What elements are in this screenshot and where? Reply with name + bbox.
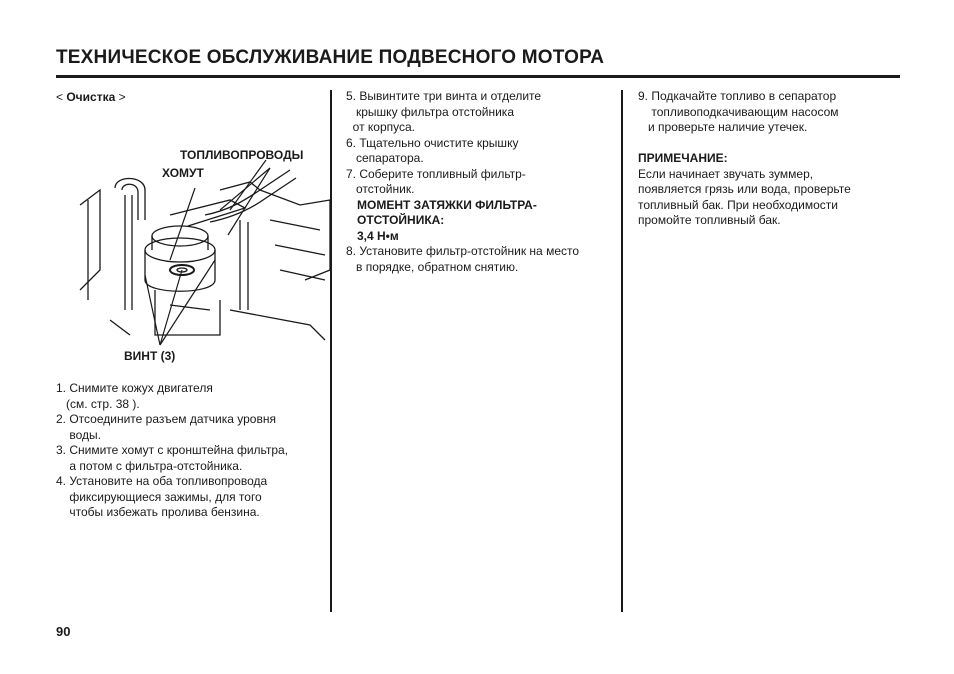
step-line: 6. Тщательно очистите крышку [346, 135, 519, 150]
step-line: сепаратора. [346, 151, 424, 165]
step-line: в порядке, обратном снятию. [346, 259, 519, 274]
col1-steps [56, 381, 288, 521]
torque-heading-1: МОМЕНТ ЗАТЯЖКИ ФИЛЬТРА- [357, 197, 537, 212]
step-line: 8. Установите фильтр-отстойник на место [346, 244, 580, 258]
page-number: 90 [56, 624, 71, 639]
label-screws: ВИНТ (3) [124, 349, 176, 363]
step-line: чтобы избежать пролива бензина. [56, 505, 260, 519]
page-title: ТЕХНИЧЕСКОЕ ОБСЛУЖИВАНИЕ ПОДВЕСНОГО МОТОРА [56, 47, 605, 68]
step-line: 2. Отсоедините разъем датчика уровня [56, 412, 276, 426]
step-line: 9. Подкачайте топливо в сепаратор [638, 89, 837, 103]
note-heading: ПРИМЕЧАНИЕ: [638, 151, 728, 165]
step-line: а потом с фильтра-отстойника. [56, 458, 243, 473]
section-heading: < Очистка > [56, 90, 126, 104]
step-line: и проверьте наличие утечек. [638, 120, 808, 134]
step-line: (см. стр. 38 ). [56, 396, 140, 411]
label-fuel-lines: ТОПЛИВОПРОВОДЫ [180, 148, 304, 162]
step-line: крышку фильтра отстойника [346, 104, 514, 119]
torque-value: 3,4 Н•м [357, 228, 399, 243]
label-clamp: ХОМУТ [162, 166, 204, 180]
step-line: отстойник. [346, 182, 415, 196]
step-line: фиксирующиеся зажимы, для того [56, 489, 262, 504]
col2-steps [346, 89, 579, 275]
step-line: 3. Снимите хомут с кронштейна фильтра, [56, 443, 289, 457]
step-line: топливоподкачивающим насосом [638, 104, 839, 119]
step-line: от корпуса. [346, 120, 416, 134]
note-line: топливный бак. При необходимости [638, 197, 838, 212]
step-line: 4. Установите на оба топливопровода [56, 474, 268, 488]
step-line: воды. [56, 427, 101, 442]
step-line: 1. Снимите кожух двигателя [56, 381, 213, 395]
note-line: Если начинает звучать зуммер, [638, 166, 814, 181]
torque-heading-2: ОТСТОЙНИКА: [357, 213, 445, 227]
note-block [638, 151, 851, 229]
fuel-filter-illustration [70, 160, 340, 350]
step-line: 7. Соберите топливный фильтр- [346, 166, 526, 181]
step-line: 5. Вывинтите три винта и отделите [346, 89, 542, 103]
col3-steps [638, 89, 839, 136]
note-line: промойте топливный бак. [638, 213, 781, 227]
column-divider-2 [621, 90, 623, 612]
note-line: появляется грязь или вода, проверьте [638, 182, 851, 196]
title-divider [56, 75, 900, 78]
